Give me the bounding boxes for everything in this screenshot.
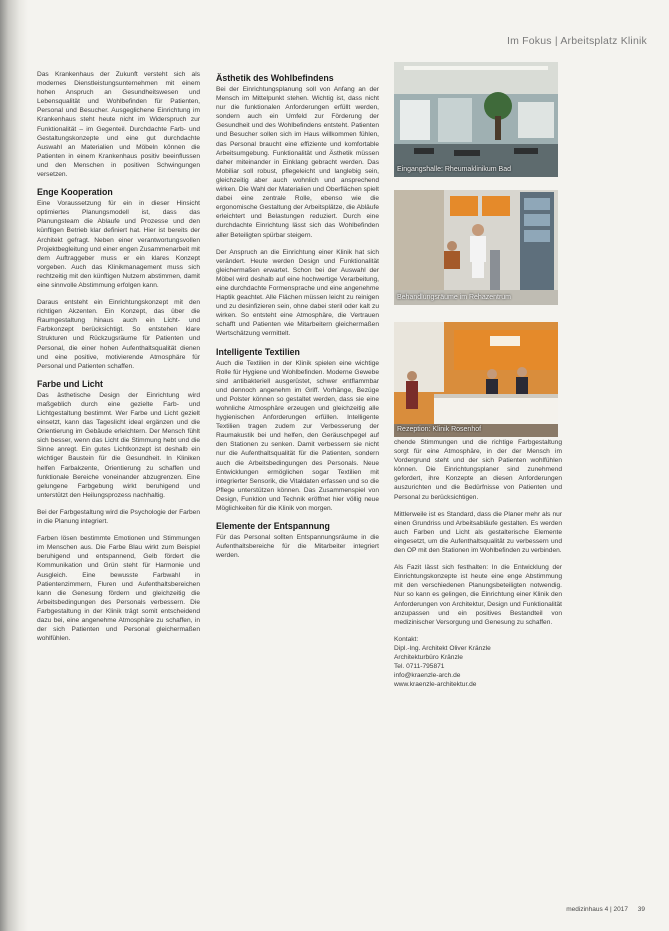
heading-farbe-und-licht: Farbe und Licht <box>37 378 103 389</box>
page-footer <box>566 906 645 913</box>
paragraph: Daraus entsteht ein Einrichtungskonzept mit den richtigen Akzenten. Ein Konzept, das über die Raumgestaltung hinaus auch ein Licht- und Farbkonzept berücksichtigt. So entstehen klare Strukturen und Rückzugsräume für Patienten und Personal, die einer hohen Aufenthaltsqualität dienen und eine positive, motivierende Atmosphäre für Personal und Patienten schaffen. <box>37 299 200 370</box>
paragraph: Das ästhetische Design der Einrichtung wird maßgeblich durch eine gezielte Farb- und Lichtgestaltung bestimmt. Wer Farbe und Licht gezielt einsetzt, kann das Tageslicht ideal ergänzen und die Orientierung im Gebäude erleichtern. Der Mensch fühlt sich besser, wenn das Licht die Stimmung hebt und die Sinne anregt. Ein gutes Lichtkonzept ist deshalb ein wichtiger Baustein für die Gesundheit. In Kliniken helfen Farbakzente, Orientierung zu schaffen und funktionale Bereiche voneinander abzugrenzen. Eine gelungene Farbgebung wirkt beruhigend und unterstützt den Heilungsprozess nachhaltig. <box>37 391 200 499</box>
page-gutter-shadow <box>0 0 28 931</box>
photo-lobby <box>394 62 558 177</box>
treatment-image <box>394 190 558 305</box>
heading-elemente-der-entspannung: Elemente der Entspannung <box>216 521 330 532</box>
photo-caption: Behandlungsräume im Rehazentrum <box>397 293 512 301</box>
text-column-1 <box>37 70 200 830</box>
heading-intelligente-textilien: Intelligente Textilien <box>216 346 300 357</box>
paragraph: Als Fazit lässt sich festhalten: In die Entwicklung der Einrichtungskonzepte ist heute eine enge Abstimmung mit den verschiedenen Planungsbeteiligten notwendig. Nur so kann es gelingen, die Einrichtung einer Klinik den Anforderungen von Architektur, Design und Funktionalität anzupassen und ein positives Bestandteil von medizinischer Versorgung und Genesung zu schaffen. <box>394 564 562 626</box>
magazine-issue: medizinhaus 4 | 2017 <box>566 906 628 913</box>
paragraph: Bei der Farbgestaltung wird die Psychologie der Farben in die Planung integriert. <box>37 508 200 526</box>
paragraph: Der Anspruch an die Einrichtung einer Klinik hat sich verändert. Heute werden Design und Funktionalität gleichermaßen erwartet. Schon bei der Auswahl der Möbel wird deshalb auf eine hochwertige Verarbeitung, eine durchdachte Formensprache und eine angenehme Haptik geachtet. Alle Flächen müssen leicht zu reinigen und zu desinfizieren sein, ohne dabei steril oder kalt zu wirken. So entsteht eine Atmosphäre, die Vertrauen schafft und Patienten wie Mitarbeitern gleichermaßen Wertschätzung vermittelt. <box>216 248 379 338</box>
lobby-image <box>394 62 558 177</box>
heading-enge-kooperation: Enge Kooperation <box>37 187 113 198</box>
running-head: Im Fokus | Arbeitsplatz Klinik <box>506 35 647 47</box>
intro-paragraph: Das Krankenhaus der Zukunft versteht sich als modernes Dienstleistungsunternehmen mit einem hohen Anspruch an Gesundheitswesen und Lebensqualität und Wohlbefinden für Patienten, Personal und Besucher. Ausgeglichene Einrichtung im Krankenhaus steht heute nicht im Widerspruch zur Funktionalität – im Gegenteil. Durchdachte Farb- und Gestaltungskonzepte und eine gut durchdachte Auswahl an Materialien und Möbeln können die Patienten in einem Krankenhaus positiv beeinflussen und den Menschen in positiven Schwingungen versetzen. <box>37 71 200 179</box>
photo-treatment-room <box>394 190 558 305</box>
contact-line: Dipl.-Ing. Architekt Oliver Kränzle <box>394 644 491 652</box>
contact-line: www.kraenzle-architektur.de <box>394 681 477 689</box>
contact-line: Architekturbüro Kränzle <box>394 653 463 661</box>
text-column-2 <box>216 70 379 830</box>
paragraph: Eine Voraussetzung für ein in dieser Hinsicht optimiertes Planungsmodell ist, dass das Planungsteam die Ablaufe und Prozesse und den künftigen Betrieb klar definiert hat. Hier ist bereits der Architekt gefragt. Neben einer verantwortungsvollen Projektbegleitung und einer engen Zusammenarbeit mit dem Auftraggeber muss er ein klares Konzept vorgeben. Auch das Klinikmanagement muss sich rechtzeitig mit den künftigen Nutzern abstimmen, damit eine sinnvolle Abstimmung erfolgen kann. <box>37 200 200 289</box>
contact-block <box>394 635 562 690</box>
contact-line: Tel. 0711-795871 <box>394 663 445 671</box>
photo-caption: Eingangshalle: Rheumaklinikum Bad <box>397 165 512 173</box>
heading-aesthetik: Ästhetik des Wohlbefindens <box>216 73 334 83</box>
paragraph: Mittlerweile ist es Standard, dass die Planer mehr als nur einen Grundriss und Arbeitsabläufe gestalten. Es werden auch Farben und Licht als gestalterische Elemente eingesetzt, um die Aufenthaltsqualität zu verbessern und den OP mit den Stationen im Wohlbefinden zu verbinden. <box>394 510 562 555</box>
contact-line: info@kraenzle-arch.de <box>394 672 461 680</box>
photo-caption: Rezeption: Klinik Rosenhof <box>397 425 482 433</box>
contact-line: Kontakt: <box>394 635 419 643</box>
reception-image <box>394 322 558 437</box>
page-number: 39 <box>637 906 645 913</box>
paragraph: Auch die Textilien in der Klinik spielen eine wichtige Rolle für Hygiene und Wohlbefinden. Moderne Gewebe sind antibakteriell ausgerüstet, schwer entflammbar und dennoch angenehm im Griff. Vorhänge, Bezüge und Polster können so gestaltet werden, dass sie eine wohnliche Atmosphäre erzeugen und gleichzeitig alle hygienischen Anforderungen erfüllen. Intelligente Textilien tragen zudem zur Verbesserung der Raumakustik bei und helfen, den Geräuschpegel auf den Stationen zu senken. Damit verbessern sie nicht nur die Aufenthaltsqualität für die Patienten, sondern auch die Arbeitsbedingungen des Personals. Neue Entwicklungen ermöglichen sogar Textilien mit integrierter Sensorik, die Vitaldaten erfassen und so die Pflege unterstützen können. Das Zusammenspiel von Design, Funktion und Technik eröffnet hier völlig neue Möglichkeiten für die Klinik von morgen. <box>216 359 379 513</box>
paragraph: chende Stimmungen und die richtige Farbgestaltung sorgt für eine Atmosphäre, in der der Mensch im Vordergrund steht und der sich Patienten wohlfühlen können. Die Einrichtungsplaner sind zunehmend gefordert, ihre Konzepte an diesen Anforderungen auszurichten und die Bedürfnisse von Patienten und Personal zu berücksichtigen. <box>394 439 562 501</box>
photo-reception <box>394 322 558 437</box>
paragraph: Für das Personal sollten Entspannungsräume in die Aufenthaltsbereiche für die Mitarbeiter integriert werden. <box>216 534 379 560</box>
paragraph: Farben lösen bestimmte Emotionen und Stimmungen im Menschen aus. Die Farbe Blau wirkt zum Beispiel beruhigend und entspannend, Gelb fördert die Kommunikation und Grün steht für Harmonie und Ausgleich. Eine bewusste Farbwahl in Patientenzimmern, Fluren und Aufenthaltsbereichen kann die Genesung fördern und gleichzeitig die Arbeitsbedingungen des Personals verbessern. Die Farbgestaltung in der Klinik trägt somit entscheidend dazu bei, eine angenehme Atmosphäre zu schaffen, in der sich Patienten und Personal gleichermaßen wohlfühlen. <box>37 535 200 643</box>
paragraph: Bei der Einrichtungsplanung soll von Anfang an der Mensch im Mittelpunkt stehen. Wichtig ist, dass nicht nur die funktionalen Anforderungen erfüllt werden, sondern auch ein Umfeld zur Förderung der Gesundheit und des Wohlbefindens entsteht. Patienten und Besucher sollen sich im Haus willkommen fühlen, das Personal braucht eine effiziente und komfortable Arbeitsumgebung. Funktionalität und Ästhetik müssen daher miteinander in Einklang gebracht werden. Das Mobiliar soll robust, pflegeleicht und langlebig sein, gleichzeitig aber auch wohnlich und ansprechend wirken. Die Wahl der Materialien und Oberflächen spielt dabei eine zentrale Rolle, ebenso wie die ergonomische Gestaltung der Arbeitsplätze, die Abläufe erleichtert und Belastungen reduziert. Durch eine durchdachte Einrichtung lässt sich das Wohlbefinden aller Beteiligten spürbar steigern. <box>216 86 379 239</box>
text-column-3 <box>394 438 562 813</box>
